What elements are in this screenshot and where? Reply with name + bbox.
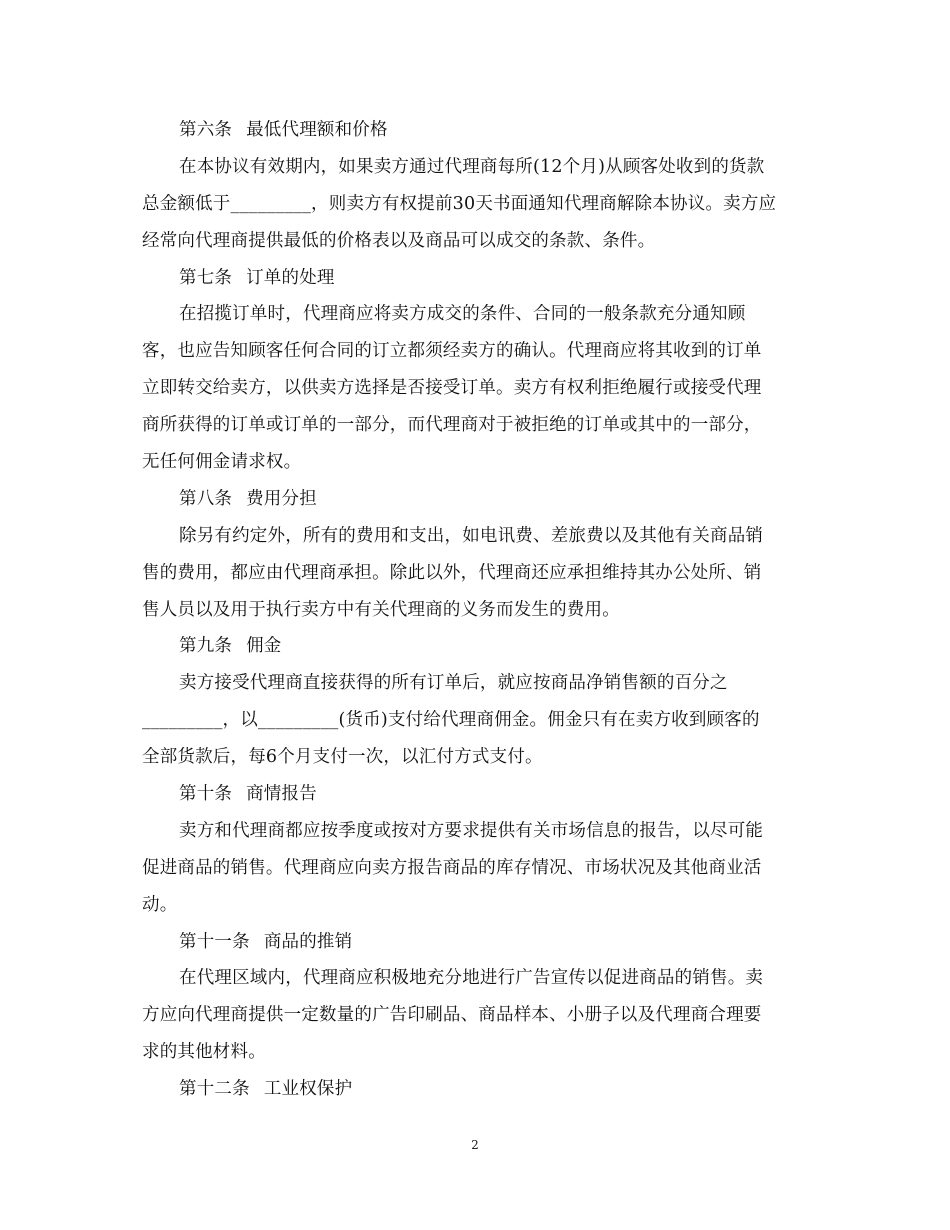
paragraph-line: _________，以_________(货币)支付给代理商佣金。佣金只有在卖方收到顾客的	[142, 710, 760, 731]
article-title: 工业权保护	[263, 1079, 353, 1100]
article-number: 第十一条	[179, 931, 250, 952]
article-number: 第七条	[179, 267, 233, 288]
paragraph-line: 立即转交给卖方，以供卖方选择是否接受订单。卖方有权利拒绝履行或接受代理	[142, 378, 762, 399]
paragraph-line: 商所获得的订单或订单的一部分，而代理商对于被拒绝的订单或其中的一部分，	[142, 415, 762, 436]
article-heading	[142, 776, 810, 813]
article-heading	[142, 112, 810, 149]
article-title: 最低代理额和价格	[246, 120, 388, 140]
paragraph-line: 客，也应告知顾客任何合同的订立都须经卖方的确认。代理商应将其收到的订单	[142, 341, 762, 362]
article-heading	[142, 628, 810, 665]
article-number: 第九条	[179, 636, 233, 657]
article-heading	[142, 924, 810, 961]
article-title: 订单的处理	[246, 267, 335, 288]
paragraph-line: 售的费用，都应由代理商承担。除此以外，代理商还应承担维持其办公处所、销	[142, 562, 762, 583]
article-heading	[142, 260, 810, 297]
article-number: 第八条	[179, 488, 233, 509]
paragraph-line: 卖方接受代理商直接获得的所有订单后，就应按商品净销售额的百分之	[179, 673, 728, 694]
article-heading	[142, 481, 810, 518]
article-title: 佣金	[246, 636, 282, 657]
article-number: 第十条	[179, 784, 233, 805]
article-heading	[142, 1071, 810, 1108]
paragraph-line: 促进商品的销售。代理商应向卖方报告商品的库存情况、市场状况及其他商业活	[142, 857, 762, 878]
paragraph-line: 总金额低于_________，则卖方有权提前30天书面通知代理商解除本协议。卖方应	[142, 193, 777, 214]
paragraph-line: 售人员以及用于执行卖方中有关代理商的义务而发生的费用。	[142, 599, 620, 620]
paragraph-line: 无任何佣金请求权。	[142, 452, 302, 473]
article-title: 商品的推销	[263, 931, 353, 952]
paragraph-line: 经常向代理商提供最低的价格表以及商品可以成交的条款、条件。	[142, 230, 656, 251]
paragraph-line: 方应向代理商提供一定数量的广告印刷品、商品样本、小册子以及代理商合理要	[142, 1005, 762, 1026]
article-title: 商情报告	[246, 784, 317, 805]
paragraph-line: 动。	[142, 894, 178, 915]
document-body	[142, 112, 810, 1108]
article-title: 费用分担	[246, 488, 317, 509]
page-number: 2	[471, 1138, 479, 1152]
article-number: 第六条	[179, 120, 233, 140]
paragraph-line: 除另有约定外，所有的费用和支出，如电讯费、差旅费以及其他有关商品销	[179, 525, 764, 546]
paragraph-line: 在本协议有效期内，如果卖方通过代理商每所(12个月)从顾客处收到的货款	[179, 156, 765, 177]
paragraph-line: 全部货款后，每6个月支付一次，以汇付方式支付。	[142, 747, 543, 768]
paragraph-line: 在招揽订单时，代理商应将卖方成交的条件、合同的一般条款充分通知顾	[179, 304, 746, 325]
paragraph-line: 求的其他材料。	[142, 1042, 266, 1063]
article-number: 第十二条	[179, 1079, 250, 1100]
paragraph-line: 在代理区域内，代理商应积极地充分地进行广告宣传以促进商品的销售。卖	[179, 968, 764, 989]
paragraph-line: 卖方和代理商都应按季度或按对方要求提供有关市场信息的报告，以尽可能	[179, 820, 764, 841]
